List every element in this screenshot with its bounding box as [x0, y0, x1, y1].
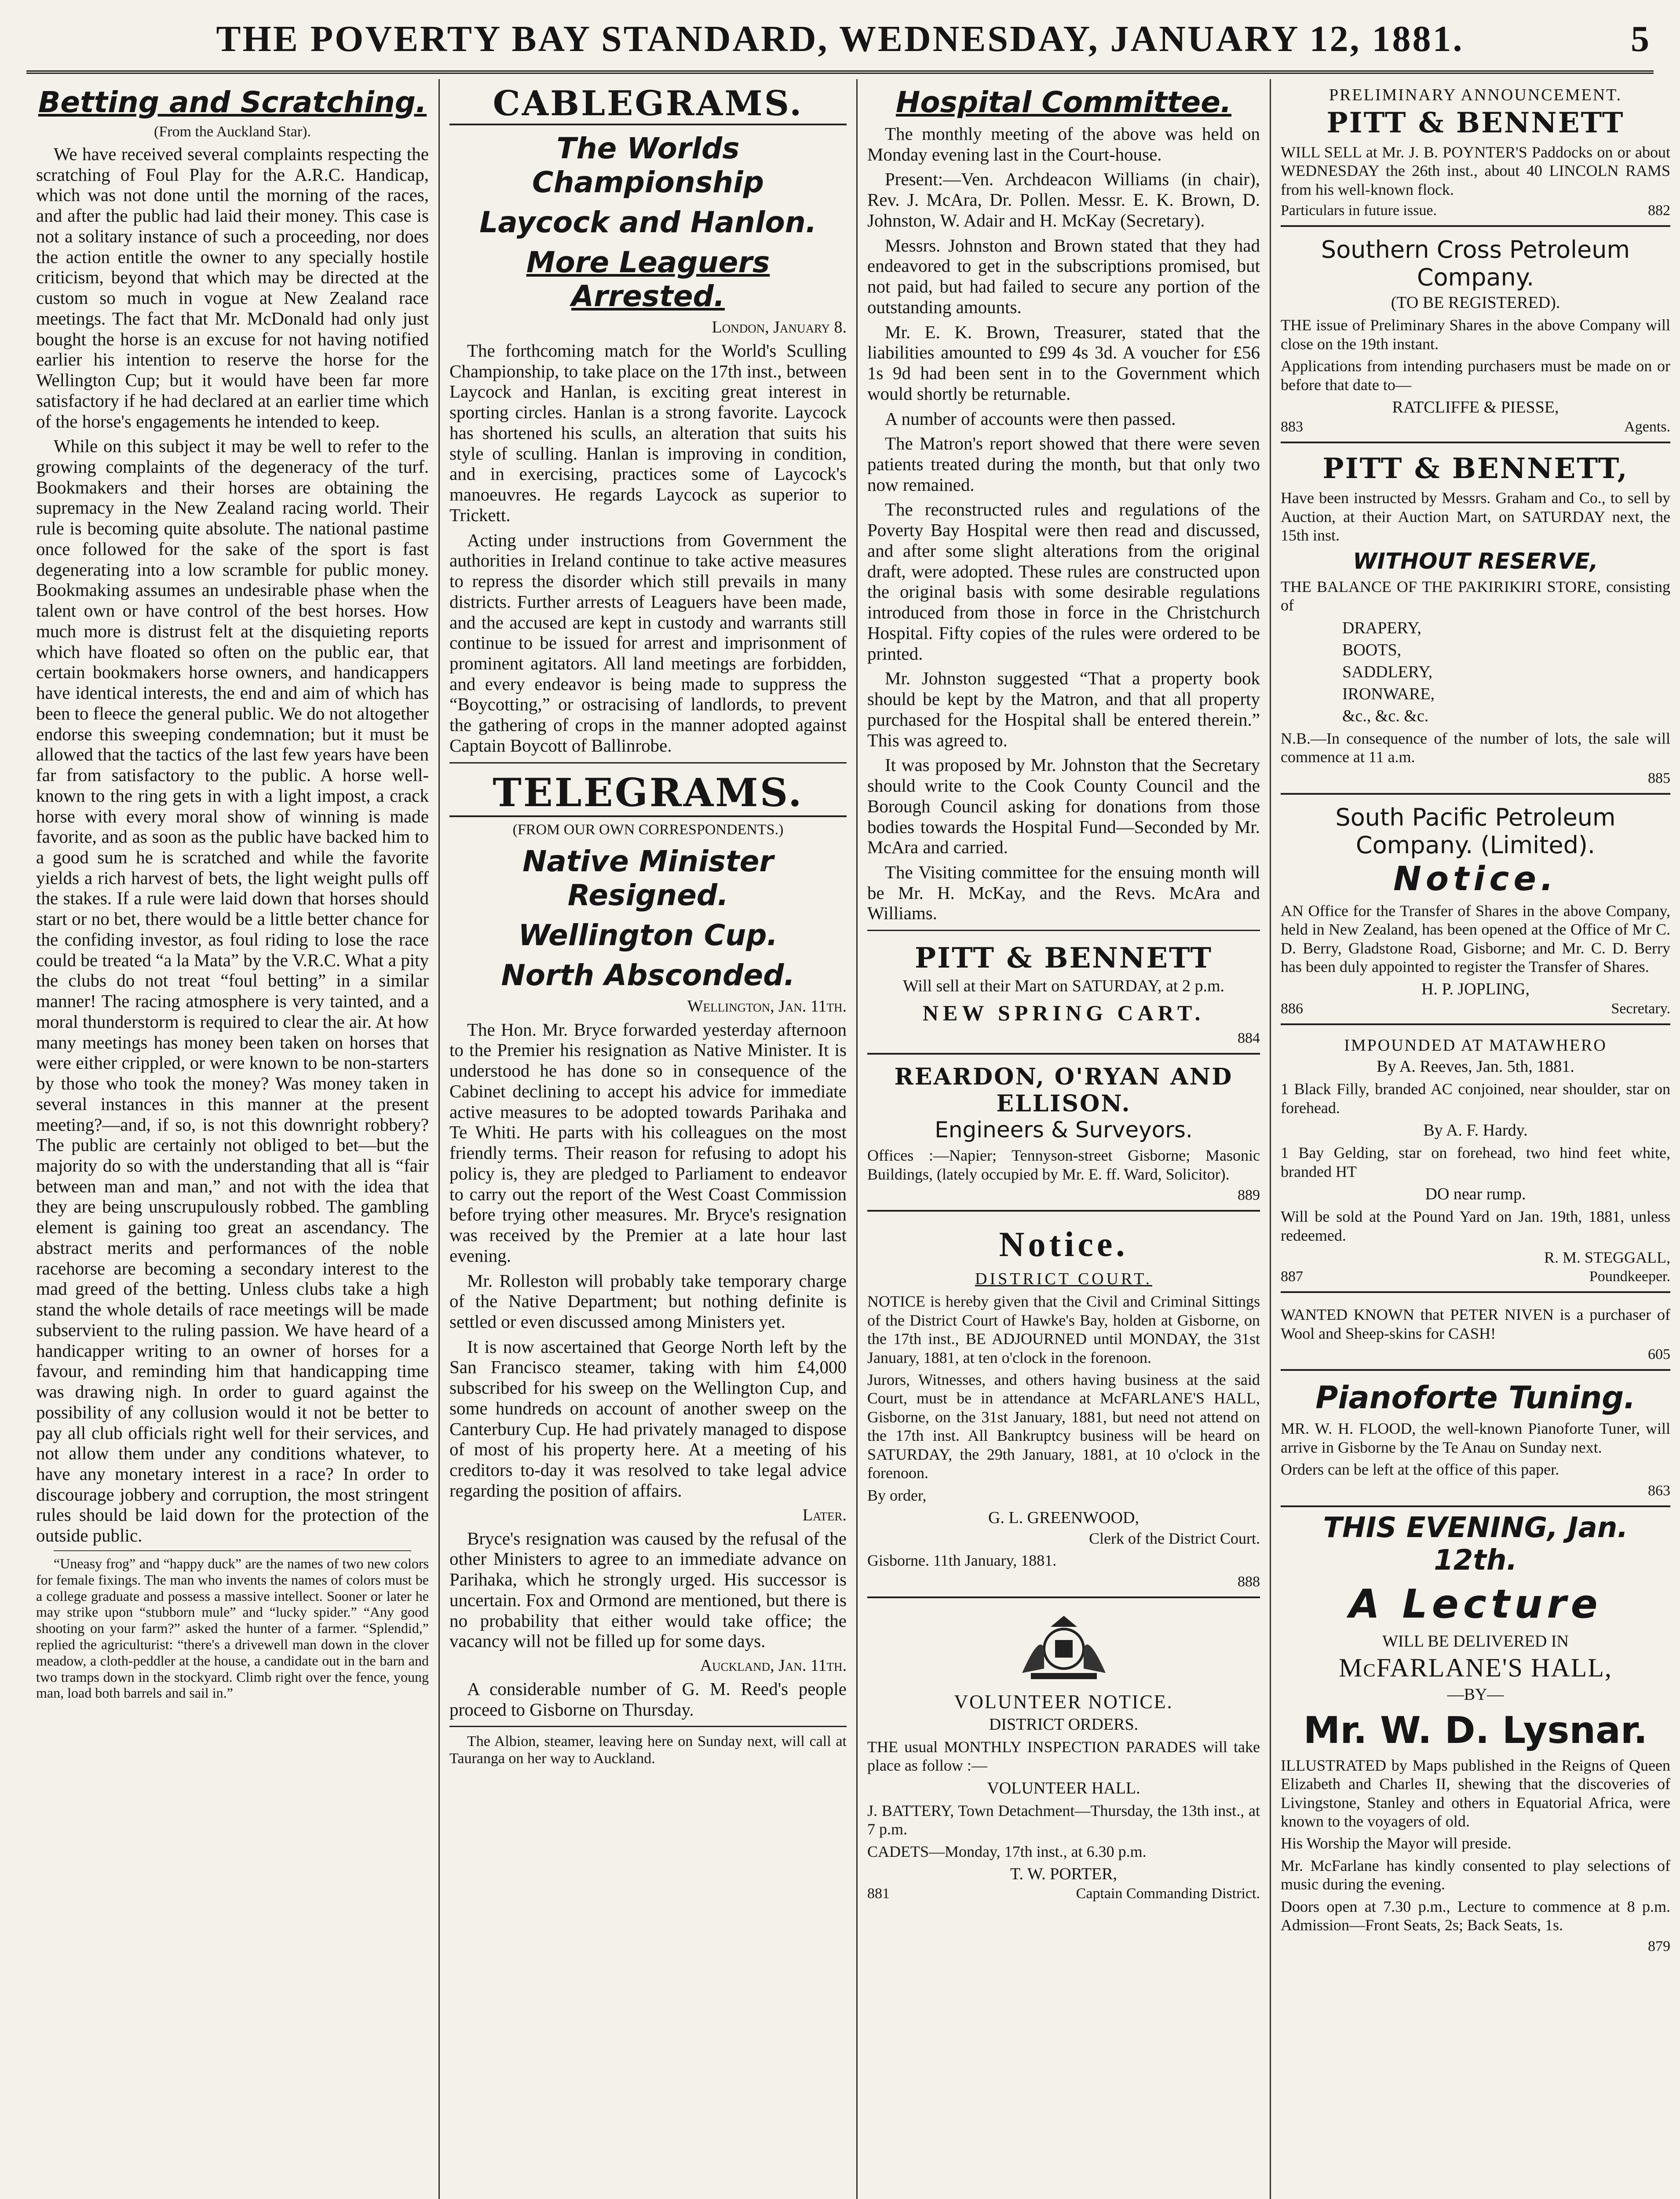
ad-body: WILL SELL at Mr. J. B. POYNTER'S Paddocks on or about WEDNESDAY the 26th inst., about 40 LINCOLN RAMS from his well-known flock. [1281, 143, 1670, 198]
column-4 [1271, 79, 1680, 2199]
ad-number: 886 [1281, 1001, 1303, 1017]
lecture-doors: Doors open at 7.30 p.m., Lecture to commence at 8 p.m. Admission—Front Seats, 2s; Back Seats, 1s. [1281, 1897, 1670, 1934]
ad-number: 863 [1648, 1482, 1670, 1499]
ad-subtitle: Engineers & Surveyors. [935, 1117, 1193, 1143]
ad-item-list [1281, 618, 1670, 726]
article-paragraph: Mr. Johnston suggested “That a property book should be kept by the Matron, and that all property purchased for the Hospital shall be entered therein.” This was agreed to. [867, 668, 1260, 750]
list-item: SADDLERY, [1342, 662, 1433, 681]
article-paragraph: Mr. Rolleston will probably take temporary charge of the Native Department; but nothing definite is settled or even discussed among Ministers yet. [449, 1270, 847, 1332]
article-paragraph: The forthcoming match for the World's Sculling Championship, to take place on the 17th inst., between Laycock and Hanlan, is exciting great interest in sporting circles. Hanlan is a strong favorite. Laycock has shortened his sculls, an alteration that suits his style of sculling. Hanlan is improving in condition, and in exercising, practices some of Laycock's manoeuvres. He regards Laycock as superior to Trickett. [449, 340, 847, 525]
ad-signer-title: Secretary. [1611, 1001, 1670, 1017]
article-paragraph: It was proposed by Mr. Johnston that the Secretary should write to the Cook County Council and the Borough Council asking for donations from those bodies towards the Hospital Fund—Seconded by Mr. McAra and carried. [867, 755, 1260, 858]
subheading-laycock-hanlon: Laycock and Hanlon. [479, 205, 817, 239]
ad-sale: Will be sold at the Pound Yard on Jan. 19th, 1881, unless redeemed. [1281, 1208, 1670, 1244]
divider [867, 930, 1260, 931]
ad-number: 605 [1648, 1346, 1670, 1363]
article-paragraph: It is now ascertained that George North left by the San Francisco steamer, taking with him £4,000 subscribed for his sweep on the Wellington Cup, and some hundreds on account of another sweep on the Canterbury Cup. He had privately managed to dispose of most of his property here. At a meeting of his creditors to-day it was resolved to take legal advice regarding the position of affairs. [449, 1336, 847, 1501]
ad-item: 1 Bay Gelding, star on forehead, two hind feet white, branded HT [1281, 1144, 1670, 1180]
notice-body: NOTICE is hereby given that the Civil and Criminal Sittings of the District Court of Hawke's Bay, holden at Gisborne, on the 17th inst., BE ADJOURNED until MONDAY, the 31st January, 1881, at ten o'clock in the forenoon. [867, 1293, 1260, 1366]
footnote-text: “Uneasy frog” and “happy duck” are the names of two new colors for female fixings. The man who invents the names of colors must be a college graduate and possess a massive intellect. Sooner or later he may strike upon “stubborn mule” and “lucky spider.” “Any good shooting on your farm?” asked the hunter of a farmer. “Splendid,” replied the agriculturist: “there's a drivewell man down in the clover meadow, a cloth-peddler at the house, a candidate out in the barn and two tramps down in the stockyard. Climb right over the fence, young man, load both barrels and sail in.” [36, 1555, 429, 1701]
hospital-committee-heading: Hospital Committee. [895, 85, 1232, 119]
ad-district-court-notice [867, 1216, 1260, 1598]
ad-pitt-bennett-cart [867, 937, 1260, 1055]
ad-title: PRELIMINARY ANNOUNCEMENT. [1329, 86, 1622, 104]
ad-number: 884 [1238, 1030, 1260, 1047]
notice-by: By order, [867, 1486, 927, 1504]
list-item: &c., &c. &c. [1342, 706, 1429, 725]
ad-southern-cross [1281, 231, 1670, 443]
masthead [26, 13, 1654, 74]
article-paragraph: Present:—Ven. Archdeacon Williams (in chair), Rev. J. McAra, Dr. Pollen. Messr. E. K. Brown, D. Johnston, W. Adair and H. McKay (Secretary). [867, 169, 1260, 230]
ad-item: NEW SPRING CART. [922, 1001, 1205, 1026]
subheading-wellington-cup: Wellington Cup. [518, 918, 778, 952]
article-paragraph: Messrs. Johnston and Brown stated that they had endeavored to get in the subscriptions promised, but not paid, but had failed to secure any portion of the outstanding amounts. [867, 235, 1260, 317]
lecture-body: ILLUSTRATED by Maps published in the Reigns of Queen Elizabeth and Charles II, shewing that the discoveries of Livingstone, Stanley and others in Equatorial Africa, were known to the voyagers of old. [1281, 1756, 1670, 1830]
ad-item: 1 Black Filly, branded AC conjoined, near shoulder, star on forehead. [1281, 1080, 1670, 1117]
ad-body: Will sell at their Mart on SATURDAY, at 2 p.m. [903, 977, 1224, 996]
ad-by: By A. F. Hardy. [1423, 1121, 1528, 1140]
ad-south-pacific [1281, 799, 1670, 1026]
cablegrams-heading: CABLEGRAMS. [449, 84, 847, 125]
ad-reserve: WITHOUT RESERVE, [1353, 548, 1598, 574]
ad-reardon [867, 1059, 1260, 1212]
article-paragraph: Acting under instructions from Government the authorities in Ireland continue to take active measures to repress the disorder which still prevails in many districts. Further arrests of Leaguers have been made, and the accused are kept in custody and warrants still continue to be issued for arrest and imprisonment of prominent agitators. All land meetings are forbidden, and every endeavor is being made to suppress the “Boycotting,” or ostracising of landlords, to prevent the gathering of crops in the manner adopted against Captain Boycott of Ballinrobe. [449, 530, 847, 756]
article-paragraph: A number of accounts were then passed. [885, 408, 1176, 429]
vol-line: CADETS—Monday, 17th inst., at 6.30 p.m. [867, 1842, 1147, 1860]
subheading-native-minister: Native Minister Resigned. [522, 844, 774, 912]
lecture-mayor: His Worship the Mayor will preside. [1281, 1834, 1512, 1852]
ad-footer [1281, 1268, 1670, 1285]
ad-preliminary-announcement [1281, 79, 1670, 227]
article-paragraph: A considerable number of G. M. Reed's people proceed to Gisborne on Thursday. [449, 1678, 847, 1720]
vol-hall: VOLUNTEER HALL. [987, 1779, 1140, 1797]
footnote-block [36, 1556, 429, 1701]
ad-body: THE issue of Preliminary Shares in the above Company will close on the 19th instant. [1281, 316, 1670, 353]
column-1 [26, 79, 440, 2199]
list-item: BOOTS, [1342, 640, 1402, 659]
ad-number: 881 [867, 1885, 890, 1902]
notice-signer: G. L. GREENWOOD, [988, 1509, 1139, 1527]
vol-line: J. BATTERY, Town Detachment—Thursday, the 13th inst., at 7 p.m. [867, 1801, 1260, 1838]
article-paragraph: Mr. E. K. Brown, Treasurer, stated that the liabilities amounted to £99 4s 3d. A voucher for £56 1s 9d had been sent in to the Government which would shortly be returnable. [867, 321, 1260, 404]
vol-signer-title: Captain Commanding District. [1076, 1885, 1260, 1902]
ad-particulars: Particulars in future issue. [1281, 202, 1437, 219]
divider [54, 1550, 411, 1551]
article-paragraph: The Albion, steamer, leaving here on Sunday next, will call at Tauranga on her way to Auckland. [449, 1733, 847, 1767]
ad-footer [1281, 419, 1670, 435]
article-paragraph: Bryce's resignation was caused by the refusal of the other Ministers to agree to an immediate advance on Parihaka, which he strongly urged. His successor is uncertain. Fox and Ormond are mentioned, but there is no probability that either would take office; the vacancy will not be filled up for some days. [449, 1528, 847, 1651]
ad-by: By A. Reeves, Jan. 5th, 1881. [1377, 1057, 1574, 1076]
ad-number: 889 [1238, 1187, 1260, 1204]
ad-nb: N.B.—In consequence of the number of lots, the sale will commence at 11 a.m. [1281, 729, 1670, 766]
ad-firm-name: REARDON, O'RYAN AND ELLISON. [894, 1063, 1233, 1118]
ad-agents: RATCLIFFE & PIESSE, [1392, 398, 1559, 417]
ad-title: South Pacific Petroleum Company. (Limited). [1335, 803, 1616, 859]
ad-title: Southern Cross Petroleum Company. [1321, 236, 1630, 292]
ad-signer-title: Poundkeeper. [1589, 1268, 1670, 1285]
lecture-venue: McFARLANE'S HALL, [1339, 1653, 1612, 1682]
ad-agents-title: Agents. [1624, 419, 1670, 435]
vol-footer [867, 1885, 1260, 1902]
ad-firm-name: PITT & BENNETT, [1322, 452, 1629, 486]
correspondents-line: (FROM OUR OWN CORRESPONDENTS.) [512, 821, 784, 838]
dateline-auckland: Auckland, Jan. 11th. [700, 1656, 847, 1675]
newspaper-title: THE POVERTY BAY STANDARD, WEDNESDAY, JANUARY 12, 1881. [216, 18, 1464, 59]
ad-body: Offices :—Napier; Tennyson-street Gisborne; Masonic Buildings, (lately occupied by Mr. E. ff. Ward, Solicitor). [867, 1147, 1260, 1183]
ad-body: Have been instructed by Messrs. Graham and Co., to sell by Auction, at their Auction Mart, on SATURDAY next, the 15th inst. [1281, 489, 1670, 544]
subheading-north-absconded: North Absconded. [501, 958, 795, 992]
ad-firm-name: PITT & BENNETT [915, 942, 1213, 975]
article-paragraph: The reconstructed rules and regulations of the Poverty Bay Hospital were then read and discussed, and after some slight alterations from the original draft, were adopted. These rules are constructed upon the original basis with some desirable regulations introduced from those in force in the Christchurch Hospital. Fifty copies of the rules were ordered to be printed. [867, 499, 1260, 664]
ad-number: 888 [1238, 1573, 1260, 1590]
royal-crest-icon [1013, 1607, 1114, 1686]
ad-item: DO near rump. [1425, 1185, 1526, 1204]
ad-signer: R. M. STEGGALL, [1544, 1249, 1670, 1267]
ad-body: MR. W. H. FLOOD, the well-known Pianoforte Tuner, will arrive in Gisborne by the Te Anau on Sunday next. [1281, 1420, 1670, 1456]
lecture-music: Mr. McFarlane has kindly consented to play selections of music during the evening. [1281, 1856, 1670, 1893]
ad-title: IMPOUNDED AT MATAWHERO [1344, 1036, 1607, 1055]
ad-pitt-bennett-auction [1281, 448, 1670, 794]
ad-number: 885 [1648, 770, 1670, 786]
page-number: 5 [1631, 18, 1649, 59]
article-source: (From the Auckland Star). [154, 124, 311, 140]
lecture-by: —BY— [1447, 1685, 1504, 1704]
divider [449, 762, 847, 763]
column-2 [440, 79, 858, 2199]
ad-title: Pianoforte Tuning. [1315, 1380, 1636, 1416]
notice-title: Notice. [999, 1225, 1129, 1264]
ad-footer [1281, 1001, 1670, 1017]
notice-signer-title: Clerk of the District Court. [1089, 1530, 1260, 1548]
lecture-title: A Lecture [1349, 1581, 1602, 1627]
ad-balance: THE BALANCE OF THE PAKIRIKIRI STORE, consisting of [1281, 577, 1670, 614]
subheading-championship: The Worlds Championship [532, 132, 764, 199]
article-heading-betting: Betting and Scratching. [38, 85, 427, 119]
column-3 [858, 79, 1271, 2199]
ad-body: WANTED KNOWN that PETER NIVEN is a purchaser of Wool and Sheep-skins for CASH! [1281, 1306, 1670, 1342]
ad-impounded [1281, 1030, 1670, 1293]
article-paragraph: The Hon. Mr. Bryce forwarded yesterday afternoon to the Premier his resignation as Native Minister. It is understood he has done so in consequence of the Cabinet declining to accept his advice for immediate active measures to be adopted towards Parihaka and Te Whiti. He parts with his colleagues on the most friendly terms. Their reason for refusing to adopt his policy is, they are pledged to Parliament to endeavor to carry out the report of the West Coast Commission before trying other measures. Mr. Bryce's resignation was received by the Premier at a late hour last evening. [449, 1019, 847, 1266]
ad-subtitle: (TO BE REGISTERED). [1391, 293, 1560, 312]
vol-sub: DISTRICT ORDERS. [989, 1715, 1139, 1734]
dateline-wellington: Wellington, Jan. 11th. [687, 997, 847, 1015]
article-paragraph: We have received several complaints respecting the scratching of Foul Play for the A.R.C. Handicap, which was not done until the morning of the races, and after the public had laid their money. This case is not a solitary instance of such a proceeding, nor does the action entitle the owner to any specially hostile criticism, beyond that which may be directed at the custom so much in vogue at New Zealand race meetings. The fact that Mr. McDonald had only just bought the horse is an excuse for not having notified earlier his intention to reserve the horse for the Wellington Cup; but it would have been far more satisfactory if he had declared at an earlier time which of the horse's engagements he intended to keep. [36, 144, 429, 431]
article-paragraph: The monthly meeting of the above was held on Monday evening last in the Court-house. [867, 124, 1260, 164]
lecture-speaker: Mr. W. D. Lysnar. [1303, 1708, 1648, 1752]
list-item: DRAPERY, [1342, 618, 1421, 637]
ad-pianoforte [1281, 1375, 1670, 1507]
ad-number: 882 [1648, 202, 1670, 219]
ad-signer: H. P. JOPLING, [1421, 980, 1530, 999]
vol-signer: T. W. PORTER, [1010, 1865, 1117, 1884]
evening-title: THIS EVENING, Jan. 12th. [1323, 1511, 1628, 1577]
vol-body: THE usual MONTHLY INSPECTION PARADES will take place as follow :— [867, 1738, 1260, 1775]
ad-number: 883 [1281, 419, 1303, 435]
ad-footer [1281, 202, 1670, 219]
notice-place: Gisborne. 11th January, 1881. [867, 1552, 1057, 1570]
dateline-later: Later. [802, 1505, 847, 1524]
ad-body: Applications from intending purchasers must be made on or before that date to— [1281, 357, 1670, 394]
telegrams-heading: TELEGRAMS. [449, 770, 847, 817]
ad-wanted-known [1281, 1297, 1670, 1371]
article-paragraph: The Matron's report showed that there were seven patients treated during the month, but that only two now remained. [867, 433, 1260, 495]
article-paragraph: While on this subject it may be well to refer to the growing complaints of the degeneracy of the turf. Bookmakers and their horses are obtaining the supremacy in the New Zealand racing world. Their rule is becoming quite absolute. The national pastime once followed for the sake of the sport is fast degenerating into a low scramble for public money. Bookmaking assumes an undesirable phase when the talent own or have control of the best horses. How much more is distrust felt at the disquieting reports which have floated so often on the public ear, that certain bookmakers horse owners, and handicappers have identical interests, the end and aim of which has been to fleece the general public. We do not altogether endorse this sweeping condemnation; but it must be allowed that the tactics of the last few years have been far from satisfactory to the public. A horse well-known to the ring gets in with a light impost, a crack horse with every moral show of winning is made favorite, and as soon as the public have backed him to a good sum he is scratched and while the favorite yields a rich harvest of bets, the light weight pulls off the stakes. If a rule were laid down that horses should start or no bet, there would be a little better chance for the confiding investor, as foul riding to lose the race could be treated “a la Mata” by the V.R.C. What a pity the clubs do not treat “foul betting” in a similar manner! The racing atmosphere is very tainted, and a moral thunderstorm is required to clear the air. At how many meetings has money been taken on horses that were either crippled, or were known to be non-starters by those who took the money? Was money taken in several instances in this manner at the present meeting?—and, if so, is not this downright robbery? The public are certainly not obliged to bet—but the majority do so with the understanding that all is “fair between man and man,” and not with the idea that they are being unscrupulously robbed. The gambling element is gaining too great an ascendancy. The abstract merits and performances of the noble racehorse are becoming a secondary interest to the mad greed of the betting. Unless clubs take a high stand the whole details of race meetings will be made subservient to the ruling passion. We have heard of a handicapper writing to an owner of horses for a favour, and reminding him that handicapping time was drawing nigh. In order to guard against the possibility of any collusion would it not be better to pay all club officials right well for their services, and not allow them under any conditions whatever, to have any monetary interest in a race? In order to discourage jobbery and corruption, the most stringent rules should be laid down for the protection of the outside public. [36, 436, 429, 1546]
ad-notice: Notice. [1393, 858, 1558, 898]
divider [449, 1726, 847, 1727]
list-item: IRONWARE, [1342, 684, 1435, 703]
ad-volunteer-notice [867, 1607, 1260, 1902]
vol-title: VOLUNTEER NOTICE. [954, 1691, 1173, 1713]
dateline-london: London, January 8. [712, 318, 847, 336]
ad-number: 887 [1281, 1268, 1303, 1285]
notice-body: Jurors, Witnesses, and others having business at the said Court, must be in attendance at McFARLANE'S HALL, Gisborne, on the 31st January, 1881, but need not attend on the 17th inst. All Bankruptcy business will be heard on SATURDAY, the 29th January, 1881, at 10 o'clock in the forenoon. [867, 1370, 1260, 1482]
subheading-leaguers: More Leaguers Arrested. [526, 245, 770, 313]
lecture-will: WILL BE DELIVERED IN [1382, 1632, 1569, 1651]
ad-orders: Orders can be left at the office of this paper. [1281, 1461, 1559, 1479]
notice-court: DISTRICT COURT. [975, 1270, 1152, 1289]
ad-firm-name: PITT & BENNETT [1326, 106, 1625, 139]
ad-number: 879 [1648, 1938, 1670, 1954]
ad-body: AN Office for the Transfer of Shares in the above Company, held in New Zealand, has been opened at the Office of Mr C. D. Berry, Gladstone Road, Gisborne; and Mr. C. D. Berry has been duly appointed to register the Transfer of Shares. [1281, 902, 1670, 975]
ad-lecture [1281, 1512, 1670, 1955]
article-paragraph: The Visiting committee for the ensuing month will be Mr. H. McKay, and the Revs. McAra and Williams. [867, 862, 1260, 924]
